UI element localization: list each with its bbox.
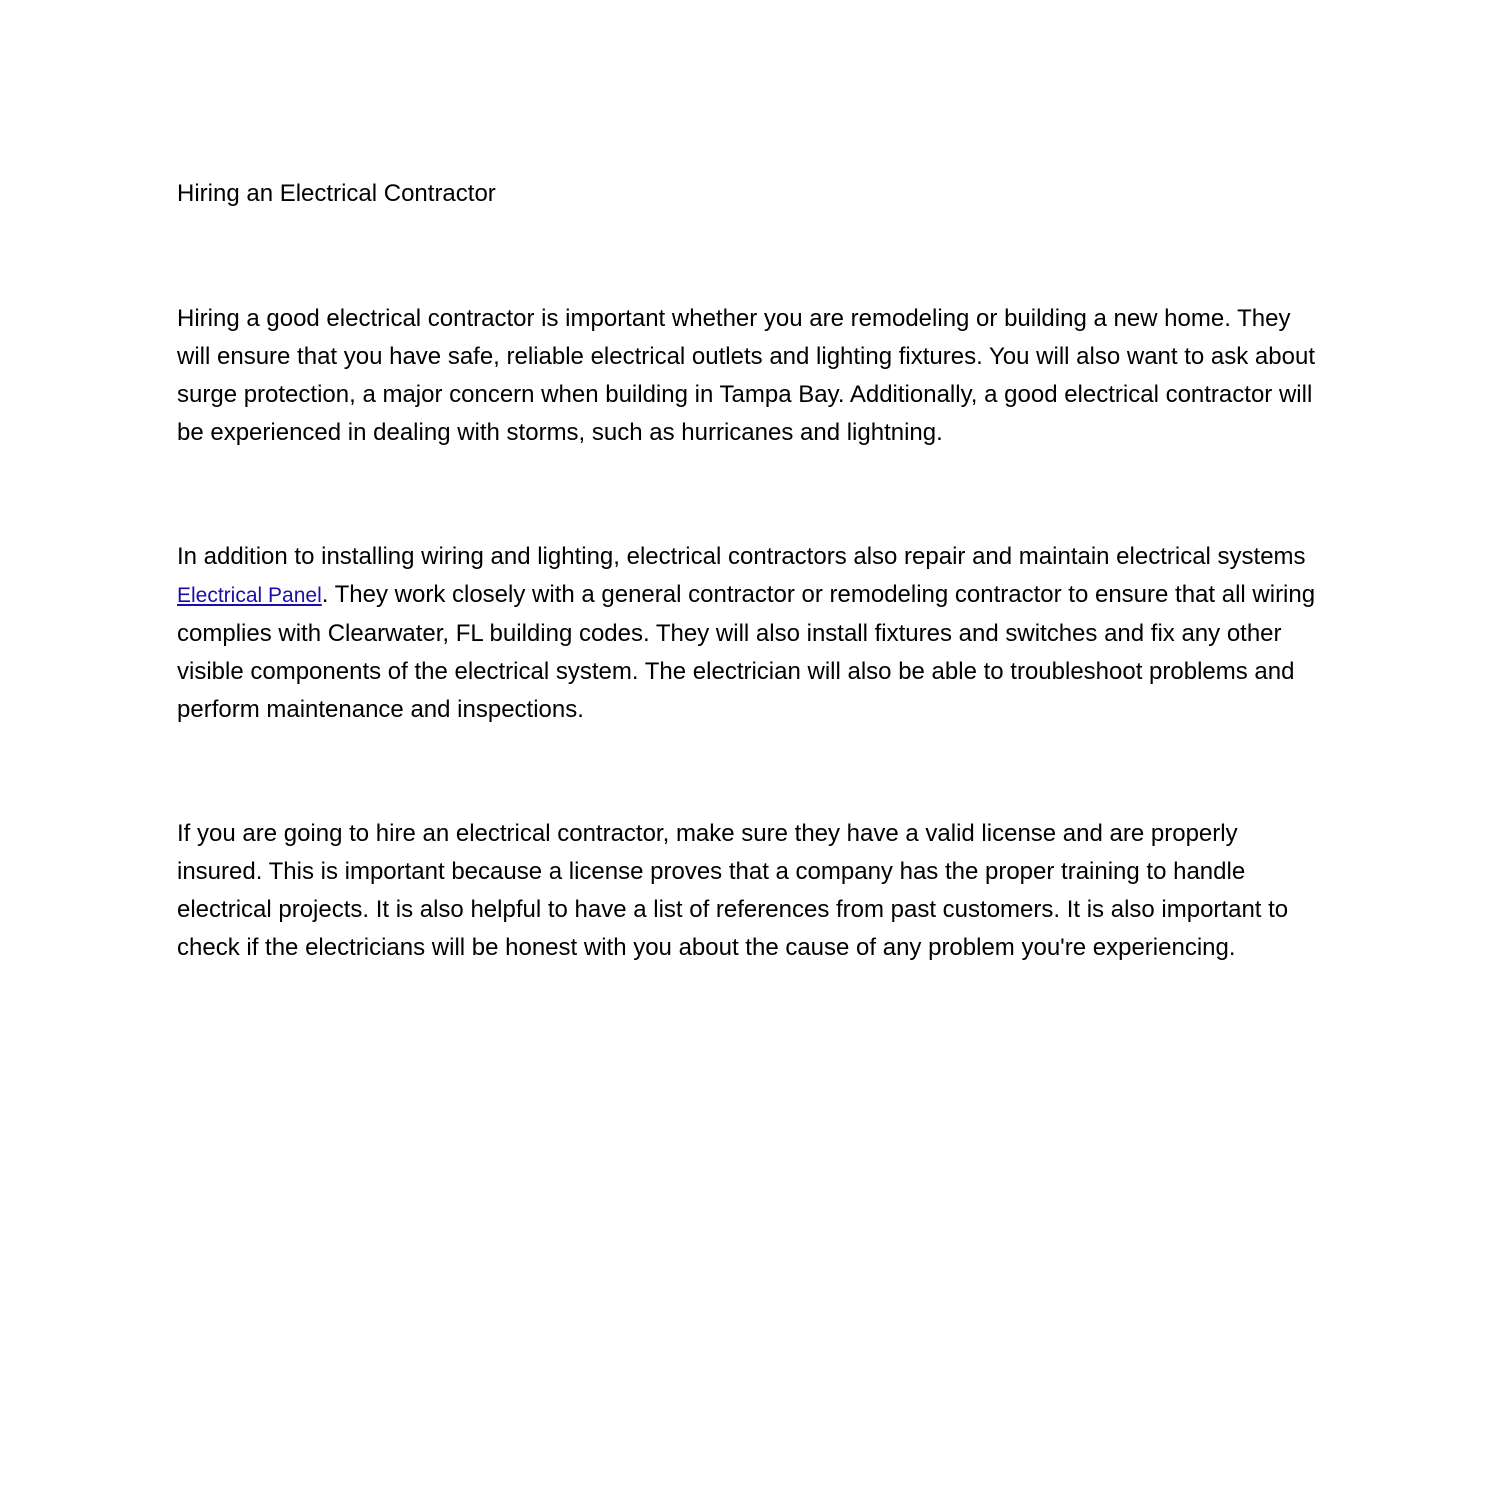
document-title: Hiring an Electrical Contractor [177, 180, 496, 207]
document-page [177, 176, 1322, 967]
electrical-panel-link[interactable]: Electrical Panel [177, 584, 322, 607]
paragraph-2-text-end: . They work closely with a general contractor or remodeling contractor to ensure that all wiring complies with Clearwater, FL building codes. They will also install fixtures and switches and fix any other visible components of the electrical system. The electrician will also be able to troubleshoot problems and perform maintenance and inspections. [177, 581, 1316, 723]
paragraph-1: Hiring a good electrical contractor is important whether you are remodeling or building a new home. They will ensure that you have safe, reliable electrical outlets and lighting fixtures. You will also want to ask about surge protection, a major concern when building in Tampa Bay. Additionally, a good electrical contractor will be experienced in dealing with storms, such as hurricanes and lightning. [177, 305, 1315, 446]
paragraph-2 [177, 538, 1322, 729]
paragraph-3: If you are going to hire an electrical contractor, make sure they have a valid license and are properly insured. This is important because a license proves that a company has the proper training to handle electrical projects. It is also helpful to have a list of references from past customers. It is also important to check if the electricians will be honest with you about the cause of any problem you're experiencing. [177, 820, 1289, 961]
paragraph-2-text-start: In addition to installing wiring and lighting, electrical contractors also repair and maintain electrical systems [177, 543, 1306, 570]
